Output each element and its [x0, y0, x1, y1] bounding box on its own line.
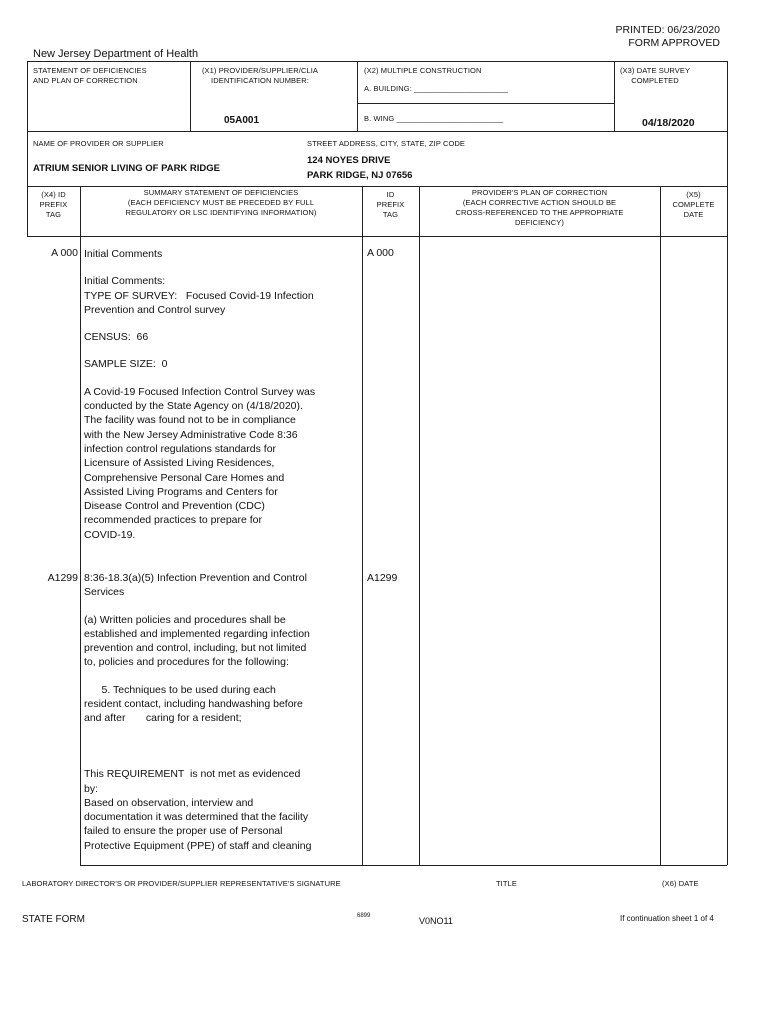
title-label: TITLE [496, 879, 517, 888]
entry-summary [84, 247, 359, 555]
wing-label: B. WING _________________________ [364, 114, 504, 123]
entry-paragraph: CENSUS: 66 [84, 331, 149, 344]
plan-header: PROVIDER'S PLAN OF CORRECTION (EACH CORRECTIVE ACTION SHOULD BE CROSS-REFERENCED TO THE APPROPRIATE DEFICIENCY) [455, 188, 624, 227]
entry-prefix: A 000 [51, 247, 78, 259]
summary-header: SUMMARY STATEMENT OF DEFICIENCIES (EACH DEFICIENCY MUST BE PRECEDED BY FULL REGULATORY OR LSC IDENTIFYING INFORMATION) [125, 188, 317, 217]
print-info [616, 24, 720, 50]
agency-name: New Jersey Department of Health [33, 48, 199, 60]
form-approved: FORM APPROVED [628, 37, 720, 49]
printed-date: PRINTED: 06/23/2020 [615, 24, 720, 36]
entry-paragraph: SAMPLE SIZE: 0 [84, 358, 168, 371]
entry-paragraph: 8:36-18.3(a)(5) Infection Prevention and Control Services [84, 572, 307, 599]
signature-label: LABORATORY DIRECTOR'S OR PROVIDER/SUPPLIER REPRESENTATIVE'S SIGNATURE [22, 879, 341, 888]
x1-label: (X1) PROVIDER/SUPPLIER/CLIA IDENTIFICATION NUMBER: [201, 66, 319, 85]
entry-summary [84, 571, 359, 866]
provider-id: 05A001 [224, 115, 260, 126]
x2-label: (X2) MULTIPLE CONSTRUCTION [364, 66, 482, 75]
provider-label: NAME OF PROVIDER OR SUPPLIER [33, 139, 164, 148]
entry-paragraph: This REQUIREMENT is not met as evidenced by: Based on observation, interview and documentation it was determined that the facility failed to ensure the proper use of Personal Protective Equipment (PPE) of staff and cleaning [84, 768, 312, 852]
x3-label: (X3) DATE SURVEY COMPLETED [619, 66, 691, 85]
x4-header: (X4) ID PREFIX TAG [39, 190, 68, 219]
survey-date: 04/18/2020 [642, 117, 695, 129]
entry-paragraph: 5. Techniques to be used during each resident contact, including handwashing before and after caring for a resident; [84, 683, 303, 725]
state-form-label: STATE FORM [22, 914, 85, 925]
address-line1: 124 NOYES DRIVE [307, 155, 391, 166]
x5-header: (X5) COMPLETE DATE [672, 190, 715, 219]
entry-id-tag: A1299 [367, 572, 398, 584]
event-id: V0NO11 [419, 916, 453, 926]
entry-paragraph: Initial Comments [84, 248, 163, 260]
entry-id-tag: A 000 [367, 247, 394, 259]
building-label: A. BUILDING: ______________________ [364, 84, 509, 93]
statement-label: STATEMENT OF DEFICIENCIES AND PLAN OF CORRECTION [33, 66, 147, 85]
entry-paragraph: A Covid-19 Focused Infection Control Survey was conducted by the State Agency on (4/18/2020). The facility was found not to be in compliance with the New Jersey Administrative Code 8:36 infection control regulations standards for Licensure of Assisted Living Residences, Comprehensive Personal Care Homes and Assisted Living Programs and Centers for Disease Control and Prevention (CDC) recommended practices to prepare for COVID-19. [84, 385, 316, 541]
entry-prefix: A1299 [47, 572, 78, 584]
provider-name: ATRIUM SENIOR LIVING OF PARK RIDGE [33, 163, 221, 174]
continuation-note: If continuation sheet 1 of 4 [620, 914, 714, 923]
form-code: 6899 [357, 913, 371, 919]
address-line2: PARK RIDGE, NJ 07656 [307, 170, 413, 181]
entry-paragraph: (a) Written policies and procedures shall be established and implemented regarding infection prevention and control, including, but not limited to, policies and procedures for the following: [84, 613, 310, 669]
id-header: ID PREFIX TAG [376, 190, 405, 219]
x6-date-label: (X6) DATE [662, 879, 699, 888]
entry-paragraph: Initial Comments: TYPE OF SURVEY: Focused Covid-19 Infection Prevention and Control survey [84, 275, 314, 316]
address-label: STREET ADDRESS, CITY, STATE, ZIP CODE [307, 139, 466, 148]
